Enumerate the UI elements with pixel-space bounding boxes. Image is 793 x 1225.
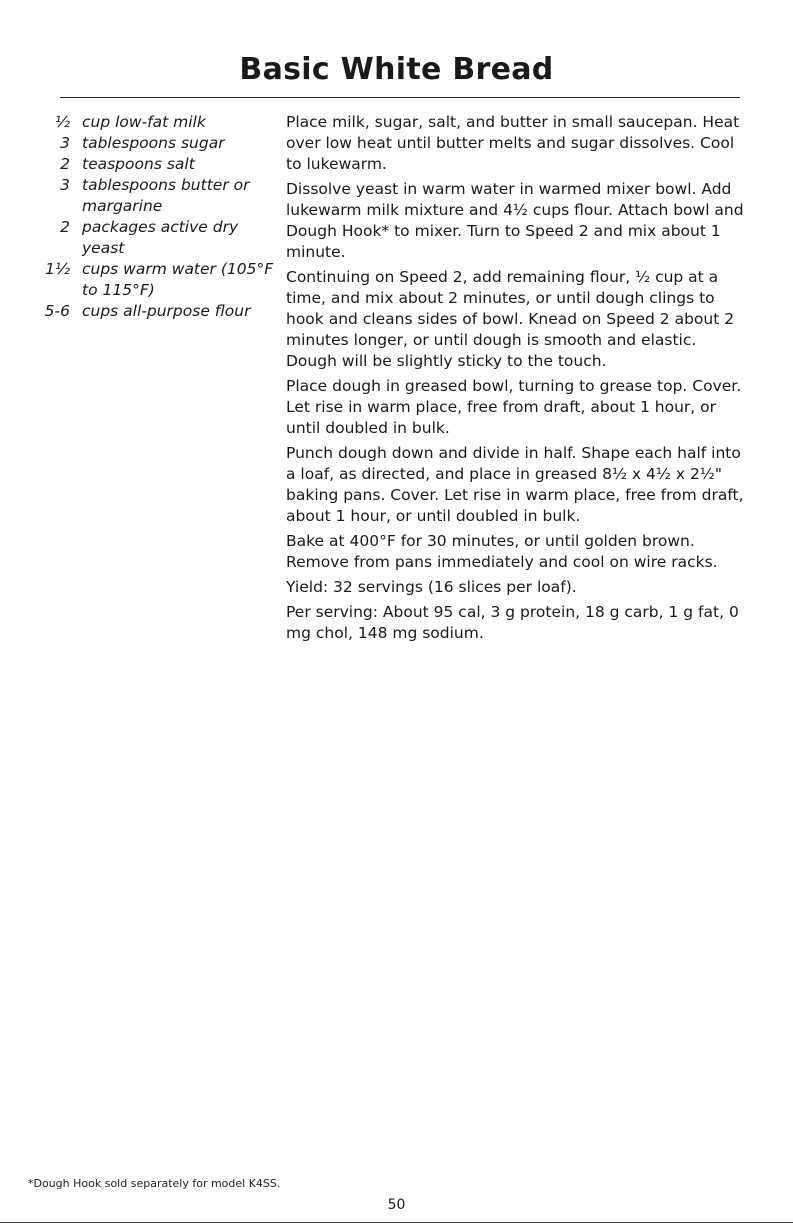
ingredient-list — [28, 112, 278, 322]
ingredient-item — [28, 112, 278, 133]
ingredient-desc: teaspoons salt — [82, 155, 195, 173]
ingredient-item — [28, 259, 278, 301]
ingredient-desc: tablespoons butter or margarine — [82, 176, 250, 215]
ingredient-item — [28, 175, 278, 217]
ingredient-qty: 1½ — [45, 260, 70, 278]
ingredient-desc: cups warm water (105°F to 115°F) — [82, 260, 274, 299]
ingredient-item — [28, 133, 278, 154]
instruction-step: Continuing on Speed 2, add remaining flour, ½ cup at a time, and mix about 2 minutes, or until dough clings to hook and cleans sides of bowl. Knead on Speed 2 about 2 minutes longer, or until dough is smooth and elastic. Dough will be slightly sticky to the touch. — [286, 268, 735, 370]
instruction-step: Bake at 400°F for 30 minutes, or until golden brown. Remove from pans immediately and cool on wire racks. — [286, 532, 718, 571]
ingredient-item — [28, 154, 278, 175]
instruction-step: Place milk, sugar, salt, and butter in small saucepan. Heat over low heat until butter melts and sugar dissolves. Cool to lukewarm. — [286, 113, 740, 173]
yield-text: Yield: 32 servings (16 slices per loaf). — [286, 578, 577, 596]
instructions — [286, 112, 746, 648]
ingredient-qty: 5-6 — [44, 302, 70, 320]
ingredient-qty: 3 — [60, 134, 70, 152]
ingredient-item — [28, 301, 278, 322]
bottom-rule — [0, 1222, 793, 1223]
ingredient-qty: 2 — [60, 218, 70, 236]
title-rule — [60, 97, 740, 98]
ingredient-desc: cup low-fat milk — [82, 113, 206, 131]
recipe-title: Basic White Bread — [239, 52, 554, 87]
nutrition-text: Per serving: About 95 cal, 3 g protein, 18 g carb, 1 g fat, 0 mg chol, 148 mg sodium. — [286, 603, 739, 642]
instruction-step: Place dough in greased bowl, turning to grease top. Cover. Let rise in warm place, free from draft, about 1 hour, or until doubled in bulk. — [286, 377, 742, 437]
ingredient-qty: 3 — [60, 176, 70, 194]
ingredient-desc: cups all-purpose flour — [82, 302, 251, 320]
page-number: 50 — [387, 1197, 406, 1213]
ingredient-qty: ½ — [54, 113, 70, 131]
instruction-step: Dissolve yeast in warm water in warmed mixer bowl. Add lukewarm milk mixture and 4½ cups flour. Attach bowl and Dough Hook* to mixer. Turn to Speed 2 and mix about 1 minute. — [286, 180, 744, 261]
instruction-step: Punch dough down and divide in half. Shape each half into a loaf, as directed, and place in greased 8½ x 4½ x 2½" baking pans. Cover. Let rise in warm place, free from draft, about 1 hour, or until doubled in bulk. — [286, 444, 744, 525]
ingredient-desc: packages active dry yeast — [82, 218, 239, 257]
footnote: *Dough Hook sold separately for model K4SS. — [28, 1177, 281, 1190]
ingredient-item — [28, 217, 278, 259]
ingredient-qty: 2 — [60, 155, 70, 173]
ingredient-desc: tablespoons sugar — [82, 134, 225, 152]
